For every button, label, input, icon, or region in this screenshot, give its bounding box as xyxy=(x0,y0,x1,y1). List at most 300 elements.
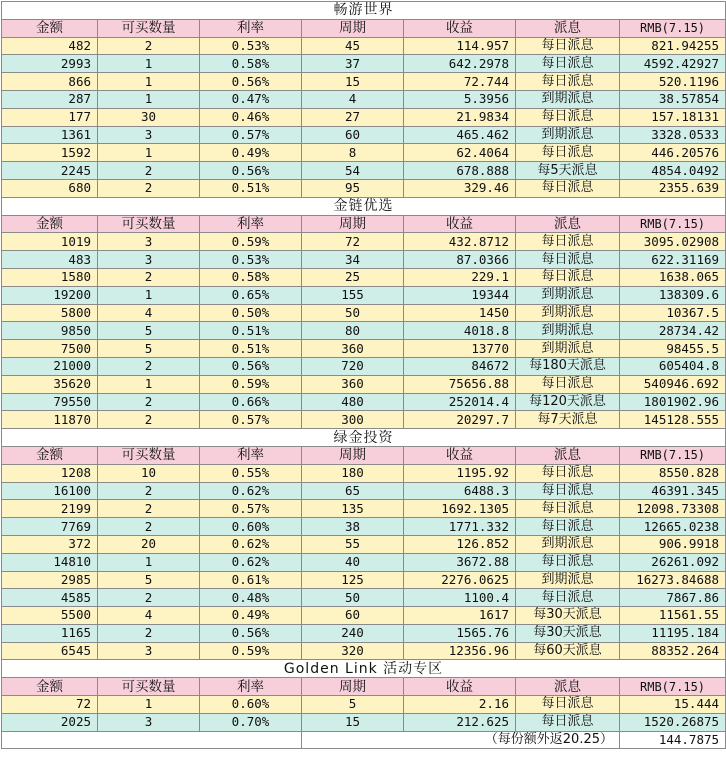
cell-quantity: 3 xyxy=(98,642,200,660)
cell-rate: 0.53% xyxy=(200,251,302,269)
column-header-payout: 派息 xyxy=(516,19,620,37)
column-header-return: 收益 xyxy=(404,446,516,464)
cell-rate: 0.60% xyxy=(200,518,302,536)
column-header-rate: 利率 xyxy=(200,19,302,37)
cell-rmb: 38.57854 xyxy=(620,90,726,108)
cell-return: 75656.88 xyxy=(404,375,516,393)
cell-period: 480 xyxy=(302,393,404,411)
cell-payout: 每30天派息 xyxy=(516,607,620,625)
cell-quantity: 1 xyxy=(98,696,200,714)
cell-amount: 1208 xyxy=(2,464,98,482)
bonus-value: 144.7875 xyxy=(620,731,726,749)
cell-quantity: 10 xyxy=(98,464,200,482)
cell-rate: 0.49% xyxy=(200,607,302,625)
cell-rmb: 88352.264 xyxy=(620,642,726,660)
cell-quantity: 2 xyxy=(98,268,200,286)
column-header-payout: 派息 xyxy=(516,678,620,696)
cell-return: 114.957 xyxy=(404,37,516,55)
cell-return: 3672.88 xyxy=(404,553,516,571)
cell-quantity: 2 xyxy=(98,411,200,429)
table-row xyxy=(2,340,726,358)
table-row xyxy=(2,37,726,55)
cell-rmb: 622.31169 xyxy=(620,251,726,269)
cell-amount: 2985 xyxy=(2,571,98,589)
cell-payout: 每日派息 xyxy=(516,464,620,482)
cell-quantity: 2 xyxy=(98,500,200,518)
table-row xyxy=(2,251,726,269)
cell-return: 84672 xyxy=(404,357,516,375)
table-row xyxy=(2,179,726,197)
cell-return: 1450 xyxy=(404,304,516,322)
cell-amount: 1019 xyxy=(2,233,98,251)
cell-payout: 每日派息 xyxy=(516,144,620,162)
cell-rmb: 4854.0492 xyxy=(620,162,726,180)
column-header-rmb: RMB(7.15) xyxy=(620,678,726,696)
cell-rate: 0.57% xyxy=(200,500,302,518)
cell-rate: 0.47% xyxy=(200,90,302,108)
cell-period: 60 xyxy=(302,126,404,144)
cell-amount: 7769 xyxy=(2,518,98,536)
section-title-row xyxy=(2,660,726,678)
cell-period: 8 xyxy=(302,144,404,162)
cell-quantity: 3 xyxy=(98,233,200,251)
cell-quantity: 1 xyxy=(98,73,200,91)
table-row xyxy=(2,162,726,180)
cell-period: 5 xyxy=(302,696,404,714)
table-row xyxy=(2,90,726,108)
cell-rate: 0.70% xyxy=(200,713,302,731)
column-header-return: 收益 xyxy=(404,678,516,696)
cell-rate: 0.59% xyxy=(200,642,302,660)
cell-return: 20297.7 xyxy=(404,411,516,429)
cell-rate: 0.56% xyxy=(200,162,302,180)
cell-amount: 19200 xyxy=(2,286,98,304)
cell-rmb: 11561.55 xyxy=(620,607,726,625)
cell-rate: 0.66% xyxy=(200,393,302,411)
cell-rmb: 10367.5 xyxy=(620,304,726,322)
column-header-payout: 派息 xyxy=(516,446,620,464)
cell-rate: 0.59% xyxy=(200,233,302,251)
table-row xyxy=(2,108,726,126)
cell-return: 62.4064 xyxy=(404,144,516,162)
cell-return: 6488.3 xyxy=(404,482,516,500)
table-row xyxy=(2,55,726,73)
cell-period: 34 xyxy=(302,251,404,269)
column-header-period: 周期 xyxy=(302,678,404,696)
cell-period: 65 xyxy=(302,482,404,500)
cell-rate: 0.62% xyxy=(200,482,302,500)
cell-rmb: 16273.84688 xyxy=(620,571,726,589)
cell-quantity: 2 xyxy=(98,357,200,375)
cell-amount: 35620 xyxy=(2,375,98,393)
cell-return: 432.8712 xyxy=(404,233,516,251)
cell-payout: 到期派息 xyxy=(516,90,620,108)
table-row xyxy=(2,126,726,144)
cell-payout: 每日派息 xyxy=(516,268,620,286)
cell-rate: 0.46% xyxy=(200,108,302,126)
column-header-return: 收益 xyxy=(404,19,516,37)
cell-return: 212.625 xyxy=(404,713,516,731)
column-header-period: 周期 xyxy=(302,19,404,37)
table-row xyxy=(2,571,726,589)
cell-payout: 到期派息 xyxy=(516,126,620,144)
table-row xyxy=(2,624,726,642)
cell-return: 1565.76 xyxy=(404,624,516,642)
cell-return: 1100.4 xyxy=(404,589,516,607)
cell-quantity: 1 xyxy=(98,55,200,73)
cell-return: 4018.8 xyxy=(404,322,516,340)
cell-return: 678.888 xyxy=(404,162,516,180)
cell-period: 50 xyxy=(302,589,404,607)
table-row xyxy=(2,589,726,607)
cell-amount: 6545 xyxy=(2,642,98,660)
cell-rmb: 12098.73308 xyxy=(620,500,726,518)
cell-quantity: 5 xyxy=(98,322,200,340)
cell-rmb: 2355.639 xyxy=(620,179,726,197)
cell-rate: 0.62% xyxy=(200,535,302,553)
cell-rate: 0.59% xyxy=(200,375,302,393)
table-row xyxy=(2,233,726,251)
cell-rmb: 12665.0238 xyxy=(620,518,726,536)
column-header-row xyxy=(2,678,726,696)
cell-amount: 5500 xyxy=(2,607,98,625)
cell-rate: 0.65% xyxy=(200,286,302,304)
section-title: 金链优选 xyxy=(2,197,726,215)
cell-return: 642.2978 xyxy=(404,55,516,73)
cell-return: 1771.332 xyxy=(404,518,516,536)
cell-period: 720 xyxy=(302,357,404,375)
column-header-quantity: 可买数量 xyxy=(98,678,200,696)
cell-payout: 每5天派息 xyxy=(516,162,620,180)
cell-period: 15 xyxy=(302,73,404,91)
cell-quantity: 20 xyxy=(98,535,200,553)
cell-amount: 11870 xyxy=(2,411,98,429)
table-row xyxy=(2,482,726,500)
cell-quantity: 4 xyxy=(98,304,200,322)
cell-amount: 680 xyxy=(2,179,98,197)
table-row xyxy=(2,304,726,322)
table-row xyxy=(2,535,726,553)
cell-rate: 0.55% xyxy=(200,464,302,482)
cell-rmb: 15.444 xyxy=(620,696,726,714)
cell-quantity: 1 xyxy=(98,286,200,304)
column-header-row xyxy=(2,215,726,233)
cell-rate: 0.51% xyxy=(200,322,302,340)
table-row xyxy=(2,607,726,625)
cell-return: 329.46 xyxy=(404,179,516,197)
cell-period: 25 xyxy=(302,268,404,286)
cell-amount: 2025 xyxy=(2,713,98,731)
cell-amount: 79550 xyxy=(2,393,98,411)
cell-return: 252014.4 xyxy=(404,393,516,411)
cell-rmb: 3095.02908 xyxy=(620,233,726,251)
cell-rmb: 1520.26875 xyxy=(620,713,726,731)
cell-rate: 0.57% xyxy=(200,126,302,144)
column-header-payout: 派息 xyxy=(516,215,620,233)
table-row xyxy=(2,73,726,91)
cell-period: 55 xyxy=(302,535,404,553)
cell-payout: 每日派息 xyxy=(516,251,620,269)
column-header-quantity: 可买数量 xyxy=(98,446,200,464)
cell-quantity: 2 xyxy=(98,518,200,536)
cell-quantity: 2 xyxy=(98,624,200,642)
cell-amount: 1592 xyxy=(2,144,98,162)
note-row xyxy=(2,731,726,749)
cell-rate: 0.56% xyxy=(200,357,302,375)
section-title: Golden Link 活动专区 xyxy=(2,660,726,678)
cell-rate: 0.62% xyxy=(200,553,302,571)
cell-period: 50 xyxy=(302,304,404,322)
cell-amount: 372 xyxy=(2,535,98,553)
cell-period: 37 xyxy=(302,55,404,73)
cell-rate: 0.51% xyxy=(200,340,302,358)
cell-period: 125 xyxy=(302,571,404,589)
cell-rmb: 98455.5 xyxy=(620,340,726,358)
cell-return: 19344 xyxy=(404,286,516,304)
cell-amount: 2245 xyxy=(2,162,98,180)
cell-quantity: 2 xyxy=(98,393,200,411)
cell-payout: 每180天派息 xyxy=(516,357,620,375)
column-header-rate: 利率 xyxy=(200,215,302,233)
table-row xyxy=(2,411,726,429)
cell-payout: 每日派息 xyxy=(516,553,620,571)
cell-return: 5.3956 xyxy=(404,90,516,108)
column-header-rate: 利率 xyxy=(200,446,302,464)
table-row xyxy=(2,268,726,286)
cell-return: 87.0366 xyxy=(404,251,516,269)
cell-amount: 1361 xyxy=(2,126,98,144)
cell-quantity: 3 xyxy=(98,713,200,731)
cell-rmb: 138309.6 xyxy=(620,286,726,304)
cell-period: 320 xyxy=(302,642,404,660)
cell-amount: 483 xyxy=(2,251,98,269)
cell-payout: 到期派息 xyxy=(516,340,620,358)
cell-amount: 4585 xyxy=(2,589,98,607)
cell-amount: 2993 xyxy=(2,55,98,73)
table-row xyxy=(2,144,726,162)
cell-amount: 21000 xyxy=(2,357,98,375)
cell-rmb: 605404.8 xyxy=(620,357,726,375)
cell-payout: 每日派息 xyxy=(516,500,620,518)
cell-rmb: 446.20576 xyxy=(620,144,726,162)
cell-period: 60 xyxy=(302,607,404,625)
table-row xyxy=(2,500,726,518)
cell-return: 229.1 xyxy=(404,268,516,286)
cell-period: 155 xyxy=(302,286,404,304)
cell-rmb: 821.94255 xyxy=(620,37,726,55)
cell-period: 240 xyxy=(302,624,404,642)
cell-amount: 177 xyxy=(2,108,98,126)
cell-return: 21.9834 xyxy=(404,108,516,126)
table-row xyxy=(2,357,726,375)
cell-return: 126.852 xyxy=(404,535,516,553)
cell-amount: 482 xyxy=(2,37,98,55)
table-row xyxy=(2,553,726,571)
cell-quantity: 2 xyxy=(98,482,200,500)
cell-rate: 0.57% xyxy=(200,411,302,429)
cell-payout: 每60天派息 xyxy=(516,642,620,660)
cell-return: 465.462 xyxy=(404,126,516,144)
cell-payout: 每120天派息 xyxy=(516,393,620,411)
cell-return: 1692.1305 xyxy=(404,500,516,518)
cell-payout: 每日派息 xyxy=(516,37,620,55)
cell-period: 27 xyxy=(302,108,404,126)
section-title: 畅游世界 xyxy=(2,2,726,20)
cell-rate: 0.58% xyxy=(200,55,302,73)
empty-cell xyxy=(2,731,302,749)
cell-period: 15 xyxy=(302,713,404,731)
column-header-rmb: RMB(7.15) xyxy=(620,446,726,464)
cell-rate: 0.56% xyxy=(200,624,302,642)
bonus-note: （每份额外返20.25） xyxy=(302,731,620,749)
cell-rate: 0.53% xyxy=(200,37,302,55)
cell-quantity: 3 xyxy=(98,126,200,144)
table-row xyxy=(2,464,726,482)
cell-payout: 每日派息 xyxy=(516,73,620,91)
column-header-rmb: RMB(7.15) xyxy=(620,215,726,233)
cell-rmb: 157.18131 xyxy=(620,108,726,126)
cell-amount: 866 xyxy=(2,73,98,91)
column-header-row xyxy=(2,19,726,37)
sheet-body xyxy=(2,2,726,749)
cell-rmb: 540946.692 xyxy=(620,375,726,393)
cell-quantity: 2 xyxy=(98,162,200,180)
cell-rate: 0.61% xyxy=(200,571,302,589)
table-row xyxy=(2,375,726,393)
cell-rmb: 8550.828 xyxy=(620,464,726,482)
cell-rmb: 7867.86 xyxy=(620,589,726,607)
cell-rmb: 46391.345 xyxy=(620,482,726,500)
cell-payout: 每日派息 xyxy=(516,696,620,714)
section-title-row xyxy=(2,429,726,447)
cell-payout: 每日派息 xyxy=(516,55,620,73)
cell-payout: 每日派息 xyxy=(516,713,620,731)
cell-rmb: 26261.092 xyxy=(620,553,726,571)
cell-payout: 到期派息 xyxy=(516,322,620,340)
cell-quantity: 2 xyxy=(98,37,200,55)
section-title-row xyxy=(2,2,726,20)
column-header-quantity: 可买数量 xyxy=(98,215,200,233)
cell-return: 12356.96 xyxy=(404,642,516,660)
column-header-amount: 金额 xyxy=(2,446,98,464)
cell-period: 40 xyxy=(302,553,404,571)
cell-quantity: 5 xyxy=(98,340,200,358)
column-header-rmb: RMB(7.15) xyxy=(620,19,726,37)
cell-period: 4 xyxy=(302,90,404,108)
cell-amount: 9850 xyxy=(2,322,98,340)
cell-amount: 2199 xyxy=(2,500,98,518)
cell-payout: 每日派息 xyxy=(516,375,620,393)
cell-rmb: 28734.42 xyxy=(620,322,726,340)
column-header-period: 周期 xyxy=(302,446,404,464)
cell-return: 1617 xyxy=(404,607,516,625)
cell-payout: 每日派息 xyxy=(516,589,620,607)
cell-payout: 每日派息 xyxy=(516,233,620,251)
cell-amount: 287 xyxy=(2,90,98,108)
cell-period: 300 xyxy=(302,411,404,429)
cell-payout: 每日派息 xyxy=(516,482,620,500)
cell-period: 135 xyxy=(302,500,404,518)
cell-return: 72.744 xyxy=(404,73,516,91)
cell-quantity: 1 xyxy=(98,144,200,162)
cell-amount: 7500 xyxy=(2,340,98,358)
cell-period: 45 xyxy=(302,37,404,55)
cell-rmb: 906.9918 xyxy=(620,535,726,553)
cell-payout: 到期派息 xyxy=(516,535,620,553)
cell-rate: 0.51% xyxy=(200,179,302,197)
cell-rate: 0.49% xyxy=(200,144,302,162)
table-row xyxy=(2,286,726,304)
cell-rmb: 11195.184 xyxy=(620,624,726,642)
cell-amount: 72 xyxy=(2,696,98,714)
cell-return: 2276.0625 xyxy=(404,571,516,589)
cell-period: 360 xyxy=(302,375,404,393)
column-header-amount: 金额 xyxy=(2,215,98,233)
column-header-row xyxy=(2,446,726,464)
column-header-amount: 金额 xyxy=(2,19,98,37)
cell-rate: 0.56% xyxy=(200,73,302,91)
cell-quantity: 1 xyxy=(98,90,200,108)
table-row xyxy=(2,322,726,340)
investment-sheet xyxy=(1,1,726,749)
cell-quantity: 2 xyxy=(98,179,200,197)
cell-rmb: 145128.555 xyxy=(620,411,726,429)
table-row xyxy=(2,696,726,714)
cell-amount: 5800 xyxy=(2,304,98,322)
cell-rmb: 520.1196 xyxy=(620,73,726,91)
cell-period: 38 xyxy=(302,518,404,536)
table-row xyxy=(2,713,726,731)
cell-period: 80 xyxy=(302,322,404,340)
cell-return: 2.16 xyxy=(404,696,516,714)
section-title: 绿金投资 xyxy=(2,429,726,447)
cell-rmb: 1638.065 xyxy=(620,268,726,286)
cell-payout: 每日派息 xyxy=(516,518,620,536)
cell-quantity: 4 xyxy=(98,607,200,625)
table-row xyxy=(2,642,726,660)
cell-period: 54 xyxy=(302,162,404,180)
cell-quantity: 5 xyxy=(98,571,200,589)
column-header-return: 收益 xyxy=(404,215,516,233)
cell-rate: 0.50% xyxy=(200,304,302,322)
cell-payout: 到期派息 xyxy=(516,304,620,322)
cell-rmb: 3328.0533 xyxy=(620,126,726,144)
column-header-quantity: 可买数量 xyxy=(98,19,200,37)
column-header-amount: 金额 xyxy=(2,678,98,696)
cell-return: 1195.92 xyxy=(404,464,516,482)
cell-period: 180 xyxy=(302,464,404,482)
cell-return: 13770 xyxy=(404,340,516,358)
cell-rate: 0.58% xyxy=(200,268,302,286)
column-header-period: 周期 xyxy=(302,215,404,233)
cell-amount: 16100 xyxy=(2,482,98,500)
cell-quantity: 2 xyxy=(98,589,200,607)
cell-payout: 到期派息 xyxy=(516,571,620,589)
cell-amount: 1165 xyxy=(2,624,98,642)
cell-quantity: 1 xyxy=(98,375,200,393)
table-row xyxy=(2,393,726,411)
cell-quantity: 3 xyxy=(98,251,200,269)
cell-period: 72 xyxy=(302,233,404,251)
cell-period: 360 xyxy=(302,340,404,358)
cell-rate: 0.48% xyxy=(200,589,302,607)
section-title-row xyxy=(2,197,726,215)
cell-period: 95 xyxy=(302,179,404,197)
cell-payout: 每30天派息 xyxy=(516,624,620,642)
column-header-rate: 利率 xyxy=(200,678,302,696)
cell-amount: 14810 xyxy=(2,553,98,571)
cell-payout: 每7天派息 xyxy=(516,411,620,429)
